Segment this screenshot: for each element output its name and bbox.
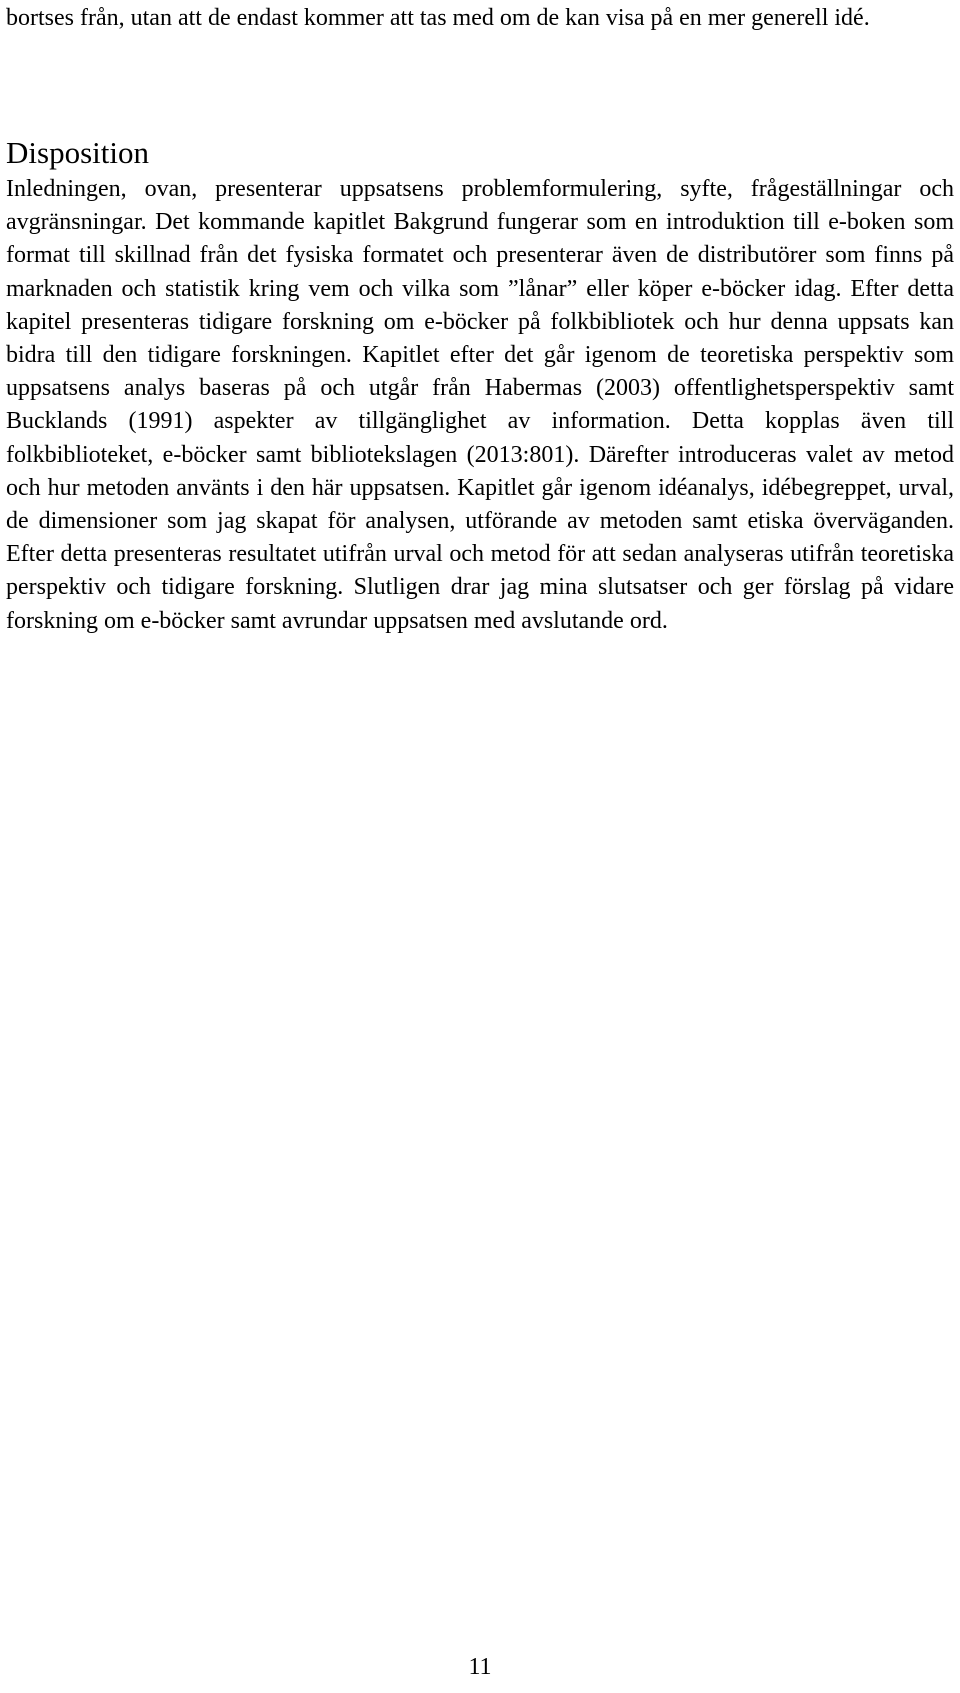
page-number: 11	[468, 1654, 492, 1680]
disposition-paragraph: Inledningen, ovan, presenterar uppsatsens problemformulering, syfte, frågeställningar och avgränsningar. Det kommande kapitlet Bakgrund fungerar som en introduktion till e-boken som format till skillnad från det fysiska formatet och presenterar även de distributörer som finns på marknaden och statistik kring vem och vilka som ”lånar” eller köper e-böcker idag. Efter detta kapitel presenteras tidigare forskning om e-böcker på folkbibliotek och hur denna uppsats kan bidra till den tidigare forskningen. Kapitlet efter det går igenom de teoretiska perspektiv som uppsatsens analys baseras på och utgår från Habermas (2003) offentlighetsperspektiv samt Bucklands (1991) aspekter av tillgänglighet av information. Detta kopplas även till folkbiblioteket, e-böcker samt bibliotekslagen (2013:801). Därefter introduceras valet av metod och hur metoden använts i den här uppsatsen. Kapitlet går igenom idéanalys, idébegreppet, urval, de dimensioner som jag skapat för analysen, utförande av metoden samt etiska överväganden. Efter detta presenteras resultatet utifrån urval och metod för att sedan analyseras utifrån teoretiska perspektiv och tidigare forskning. Slutligen drar jag mina slutsatser och ger förslag på vidare forskning om e-böcker samt avrundar uppsatsen med avslutande ord.	[6, 176, 954, 634]
intro-paragraph-fragment: bortses från, utan att de endast kommer att tas med om de kan visa på en mer generell idé.	[6, 5, 870, 31]
section-heading: Disposition	[6, 135, 149, 170]
